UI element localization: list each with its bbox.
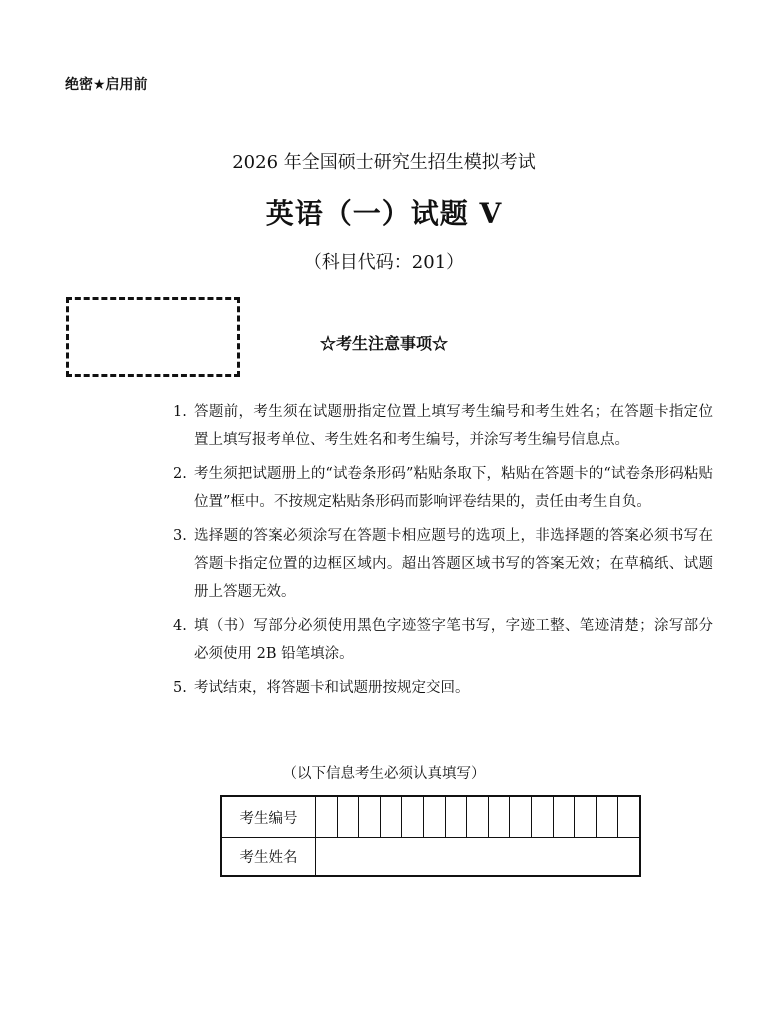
candidate-number-digit-cell[interactable] [359,797,381,837]
subject-code: （科目代码：201） [303,252,465,273]
notice-item [173,460,713,516]
notice-item-number: 1. [173,404,187,420]
candidate-number-row [222,797,639,838]
candidate-name-input[interactable] [316,837,639,875]
candidate-number-digit-cell[interactable] [510,797,532,837]
candidate-number-digit-cell[interactable] [597,797,619,837]
notice-heading: ☆考生注意事项☆ [319,334,448,353]
notice-item-text: 考试结束，将答题卡和试题册按规定交回。 [194,680,470,696]
candidate-number-digit-cell[interactable] [381,797,403,837]
notice-list [173,398,713,708]
candidate-number-digit-cell[interactable] [532,797,554,837]
candidate-name-row [222,837,639,875]
candidate-number-label: 考生编号 [222,797,316,837]
notice-item [173,612,713,668]
candidate-number-digit-cell[interactable] [402,797,424,837]
candidate-number-digit-cell[interactable] [424,797,446,837]
notice-item-number: 5. [173,680,187,696]
candidate-number-digit-cell[interactable] [467,797,489,837]
notice-item-text: 考生须把试题册上的“试卷条形码”粘贴条取下，粘贴在答题卡的“试卷条形码粘贴位置”框中。不按规定粘贴条形码而影响评卷结果的，责任由考生自负。 [194,466,713,510]
candidate-number-digit-cell[interactable] [316,797,338,837]
exam-title: 2026 年全国硕士研究生招生模拟考试 [232,152,536,173]
notice-item-number: 2. [173,466,187,482]
notice-item [173,398,713,454]
notice-item [173,674,713,702]
notice-item [173,522,713,606]
subject-title: 英语（一）试题 V [265,197,503,230]
notice-item-number: 3. [173,528,187,544]
candidate-number-digit-cell[interactable] [618,797,639,837]
candidate-number-digit-cell[interactable] [338,797,360,837]
candidate-info-table [220,795,641,877]
confidential-mark: 绝密★启用前 [65,77,148,93]
candidate-number-digit-cell[interactable] [575,797,597,837]
candidate-number-input[interactable] [316,797,639,837]
candidate-number-digit-cell[interactable] [489,797,511,837]
notice-item-text: 答题前，考生须在试题册指定位置上填写考生编号和考生姓名；在答题卡指定位置上填写报考单位、考生姓名和考生编号，并涂写考生编号信息点。 [194,404,713,448]
info-instruction: （以下信息考生必须认真填写） [282,766,486,782]
notice-item-number: 4. [173,618,187,634]
candidate-name-label: 考生姓名 [222,837,316,875]
notice-item-text: 选择题的答案必须涂写在答题卡相应题号的选项上，非选择题的答案必须书写在答题卡指定位置的边框区域内。超出答题区域书写的答案无效；在草稿纸、试题册上答题无效。 [194,528,713,600]
candidate-number-digit-cell[interactable] [446,797,468,837]
candidate-number-digit-cell[interactable] [554,797,576,837]
notice-item-text: 填（书）写部分必须使用黑色字迹签字笔书写，字迹工整、笔迹清楚；涂写部分必须使用 2B 铅笔填涂。 [194,618,713,662]
